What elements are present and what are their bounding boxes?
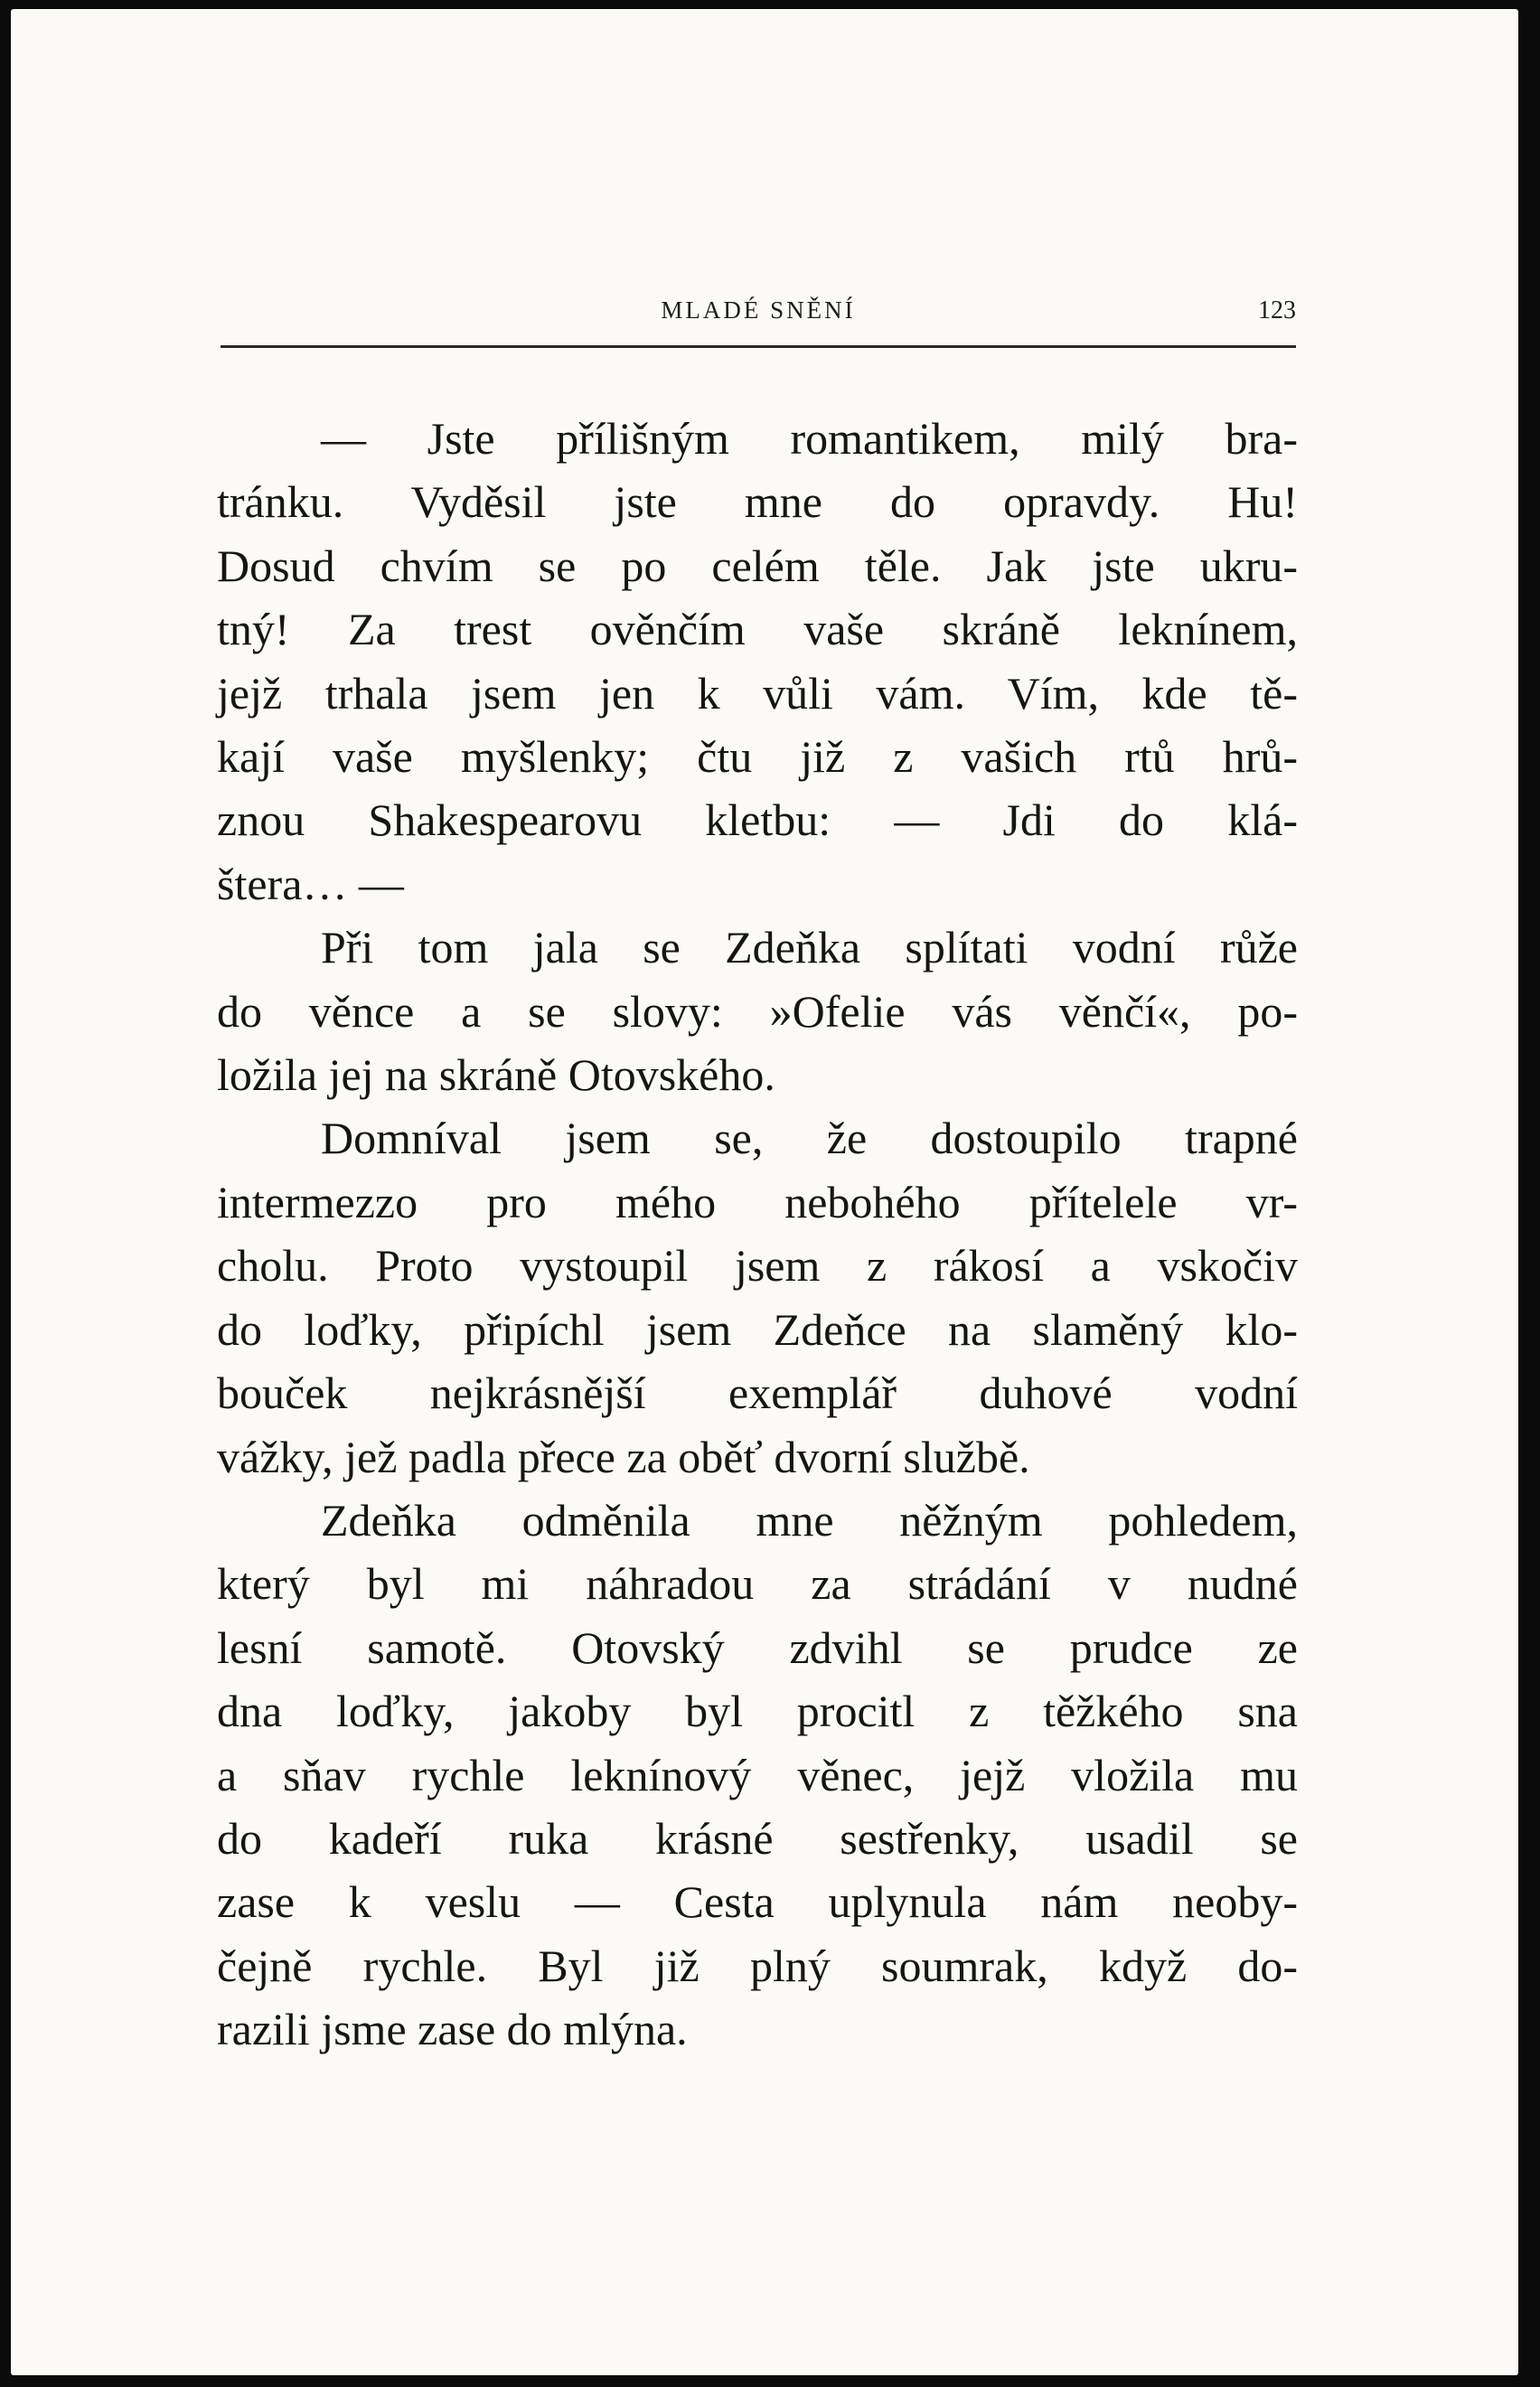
text-line: ložila jej na skráně Otovského. [217, 1049, 775, 1101]
text-line: Dosud chvím se po celém těle. Jak jste ukru- [217, 540, 1298, 591]
page-number: 123 [1258, 296, 1296, 324]
text-line: vážky, jež padla přece za oběť dvorní službě. [217, 1431, 1030, 1482]
page-header [221, 296, 1296, 348]
text-line: zase k veslu — Cesta uplynula nám neoby- [217, 1876, 1298, 1928]
text-line: razili jsme zase do mlýna. [217, 2004, 688, 2055]
text-line: bouček nejkrásnější exemplář duhové vodní [217, 1367, 1298, 1419]
text-line: tránku. Vyděsil jste mne do opravdy. Hu! [217, 476, 1298, 528]
text-line: do kadeří ruka krásné sestřenky, usadil se [217, 1812, 1298, 1864]
text-line: do loďky, připíchl jsem Zdeňce na slaměný klo- [217, 1303, 1298, 1355]
text-line: tný! Za trest ověnčím vaše skráně leknínem, [217, 604, 1298, 655]
body-text [217, 407, 1298, 2062]
text-line: Zdeňka odměnila mne něžným pohledem, [321, 1494, 1298, 1546]
paragraph-1 [217, 407, 1298, 916]
text-line: který byl mi náhradou za strádání v nudné [217, 1558, 1298, 1610]
text-line: — Jste přílišným romantikem, milý bra- [321, 413, 1298, 464]
running-title: MLADÉ SNĚNÍ [661, 296, 856, 324]
text-line: jejž trhala jsem jen k vůli vám. Vím, kde tě- [217, 667, 1298, 719]
text-line: intermezzo pro mého nebohého přítelele vr- [217, 1176, 1298, 1227]
text-line: lesní samotě. Otovský zdvihl se prudce ze [217, 1621, 1298, 1673]
text-line: do věnce a se slovy: »Ofelie vás věnčí«, po- [217, 985, 1298, 1037]
text-line: Domníval jsem se, že dostoupilo trapné [321, 1113, 1298, 1164]
text-line: cholu. Proto vystoupil jsem z rákosí a vskočiv [217, 1240, 1298, 1292]
text-line: Při tom jala se Zdeňka splítati vodní růže [321, 922, 1298, 973]
paragraph-4 [217, 1489, 1298, 2062]
paragraph-3 [217, 1106, 1298, 1488]
paragraph-2 [217, 916, 1298, 1106]
text-line: štera… — [217, 858, 404, 909]
book-page [11, 9, 1518, 2375]
text-line: a sňav rychle leknínový věnec, jejž vložila mu [217, 1749, 1298, 1800]
text-line: čejně rychle. Byl již plný soumrak, když do- [217, 1940, 1298, 1991]
text-line: znou Shakespearovu kletbu: — Jdi do klá- [217, 794, 1298, 846]
text-line: dna loďky, jakoby byl procitl z těžkého sna [217, 1686, 1298, 1737]
text-line: kají vaše myšlenky; čtu již z vašich rtů hrů- [217, 731, 1298, 783]
